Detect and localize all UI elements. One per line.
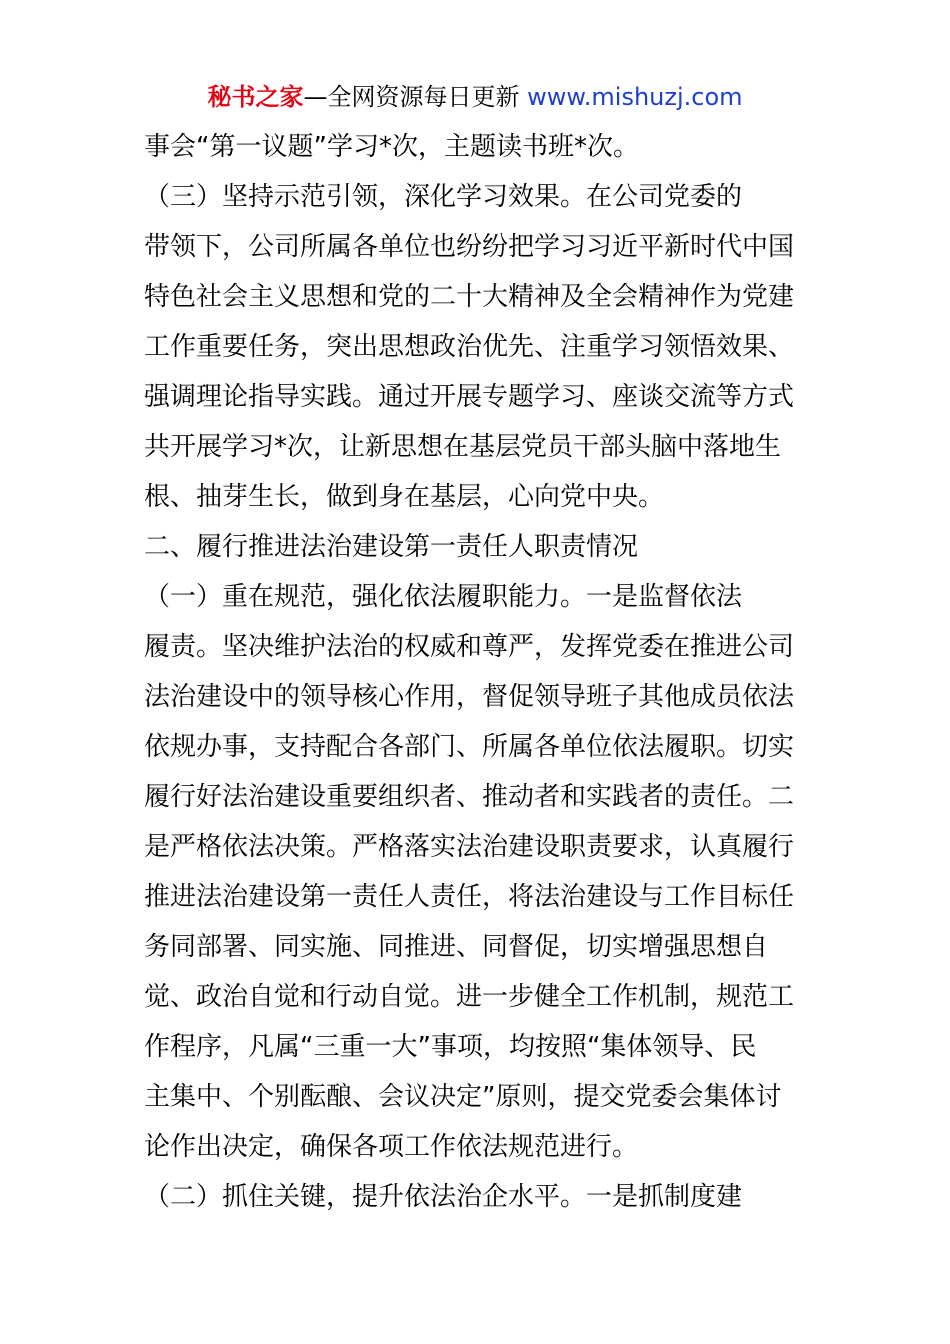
text-line: 工作重要任务，突出思想政治优先、注重学习领悟效果、 <box>144 332 795 362</box>
text-line: 推进法治建设第一责任人责任，将法治建设与工作目标任 <box>144 882 795 912</box>
text-line: 是严格依法决策。严格落实法治建设职责要求，认真履行 <box>144 832 795 862</box>
text-line: 强调理论指导实践。通过开展专题学习、座谈交流等方式 <box>144 382 795 412</box>
text-line: 论作出决定，确保各项工作依法规范进行。 <box>144 1132 639 1162</box>
document-body <box>144 122 808 1222</box>
brand-name: 秘书之家 <box>207 83 304 111</box>
text-line: 特色社会主义思想和党的二十大精神及全会精神作为党建 <box>144 282 795 312</box>
text-line: 履责。坚决维护法治的权威和尊严，发挥党委在推进公司 <box>144 632 795 662</box>
text-line: 履行好法治建设重要组织者、推动者和实践者的责任。二 <box>144 782 795 812</box>
text-line: 根、抽芽生长，做到身在基层，心向党中央。 <box>144 482 665 512</box>
text-line: 法治建设中的领导核心作用，督促领导班子其他成员依法 <box>144 682 795 712</box>
text-line: 主集中、个别酝酿、会议决定”原则，提交党委会集体讨 <box>144 1082 782 1112</box>
site-banner <box>0 80 950 114</box>
text-line: 带领下，公司所属各单位也纷纷把学习习近平新时代中国 <box>144 232 795 262</box>
banner-tagline: —全网资源每日更新 <box>303 83 528 111</box>
text-line: 觉、政治自觉和行动自觉。进一步健全工作机制，规范工 <box>144 982 795 1012</box>
text-line: 依规办事，支持配合各部门、所属各单位依法履职。切实 <box>144 732 795 762</box>
text-line: （二）抓住关键，提升依法治企水平。一是抓制度建 <box>144 1182 743 1212</box>
text-line: 作程序，凡属“三重一大”事项，均按照“集体领导、民 <box>144 1032 757 1062</box>
text-line: 二、履行推进法治建设第一责任人职责情况 <box>144 532 639 562</box>
text-line: 事会“第一议题”学习*次，主题读书班*次。 <box>144 132 639 162</box>
site-url-link[interactable]: www.mishuzj.com <box>527 83 743 111</box>
text-line: 务同部署、同实施、同推进、同督促，切实增强思想自 <box>144 932 769 962</box>
text-line: 共开展学习*次，让新思想在基层党员干部头脑中落地生 <box>144 432 782 462</box>
text-line: （一）重在规范，强化依法履职能力。一是监督依法 <box>144 582 743 612</box>
text-line: （三）坚持示范引领，深化学习效果。在公司党委的 <box>144 182 743 212</box>
